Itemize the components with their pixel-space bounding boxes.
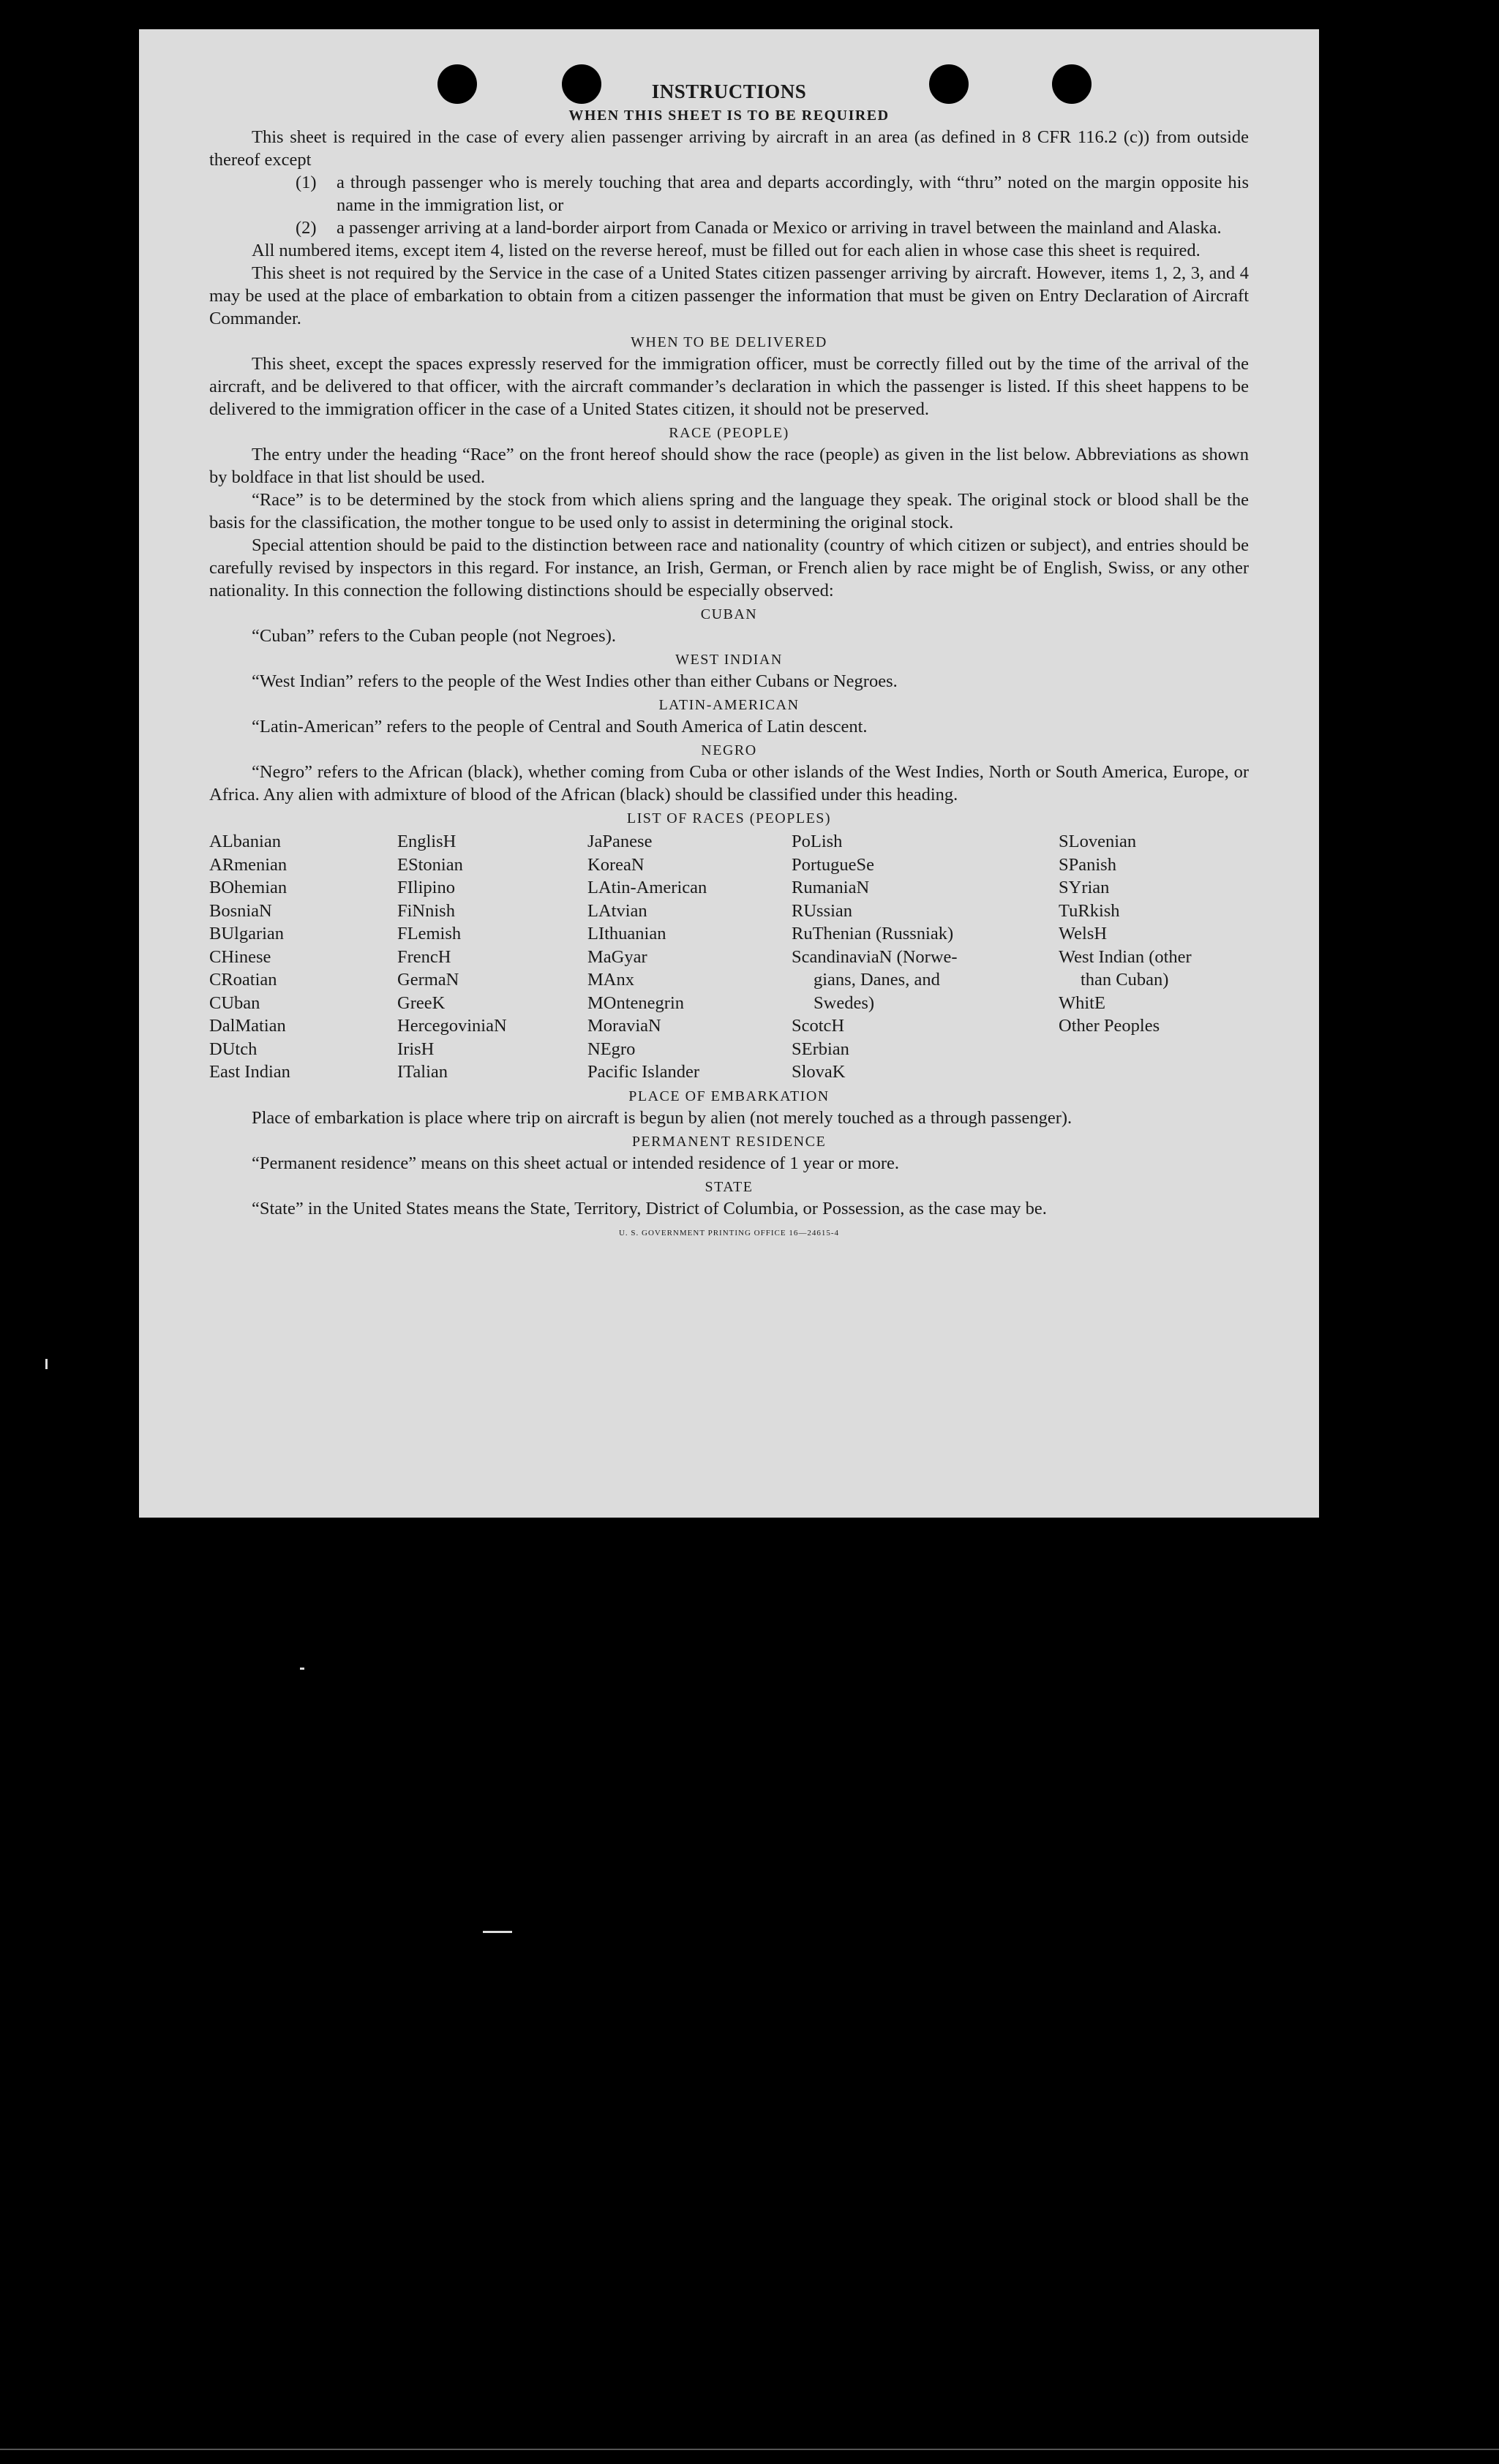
race-entry: WhitE bbox=[1059, 992, 1105, 1013]
race-entry: West Indian (other bbox=[1059, 946, 1192, 967]
race-entry: JaPanese bbox=[587, 832, 653, 851]
race-column bbox=[1059, 830, 1249, 1084]
page-title: INSTRUCTIONS bbox=[651, 80, 807, 102]
race-entry: BUlgarian bbox=[209, 924, 285, 943]
race-entry-continued: Swedes) bbox=[814, 992, 875, 1013]
paragraph-embarkation: Place of embarkation is place where trip on aircraft is begun by alien (not merely touched as a through passenger). bbox=[252, 1107, 1072, 1128]
race-entry: WelsH bbox=[1059, 924, 1108, 943]
paragraph-west-indian: “West Indian” refers to the people of the West Indies other than either Cubans or Negroes. bbox=[252, 671, 898, 691]
item-number: (1) bbox=[296, 173, 317, 192]
race-entry: MOntenegrin bbox=[587, 992, 684, 1013]
race-entry: ARmenian bbox=[209, 854, 288, 875]
section-heading-negro: NEGRO bbox=[701, 742, 757, 758]
section-heading-cuban: CUBAN bbox=[700, 606, 758, 622]
race-entry: EnglisH bbox=[397, 832, 457, 851]
race-entry: Pacific Islander bbox=[587, 1062, 700, 1082]
race-list bbox=[209, 830, 1249, 1084]
paragraph-cuban: “Cuban” refers to the Cuban people (not Negroes). bbox=[252, 626, 616, 646]
race-entry: SlovaK bbox=[792, 1062, 846, 1082]
section-heading-list-of-races: LIST OF RACES (PEOPLES) bbox=[626, 810, 832, 826]
section-heading-race: RACE (PEOPLE) bbox=[669, 425, 789, 441]
race-entry-continued: than Cuban) bbox=[1081, 970, 1169, 990]
scan-speckle bbox=[483, 1931, 512, 1933]
paragraph-residence: “Permanent residence” means on this sheet actual or intended residence of 1 year or more. bbox=[252, 1153, 900, 1173]
scan-edge-line bbox=[0, 2449, 1499, 2450]
race-entry: CHinese bbox=[209, 946, 271, 967]
race-entry: CRoatian bbox=[209, 970, 277, 990]
race-entry: BosniaN bbox=[209, 900, 272, 921]
punch-hole bbox=[562, 64, 601, 104]
paragraph-negro: “Negro” refers to the African (black), whether coming from Cuba or other islands of the West Indies, North or South America, Europe, or Africa. Any alien with admixture of blood of the African (black) should be classified under this heading. bbox=[209, 762, 1249, 805]
race-entry: SYrian bbox=[1059, 878, 1110, 897]
race-entry: FiNnish bbox=[397, 900, 455, 921]
item-text: a passenger arriving at a land-border airport from Canada or Mexico or arriving in travel between the mainland and Alaska. bbox=[337, 218, 1222, 238]
paragraph-numbered-items: All numbered items, except item 4, listed on the reverse hereof, must be filled out for each alien in whose case this sheet is required. bbox=[252, 241, 1201, 260]
race-entry: LIthuanian bbox=[587, 924, 666, 943]
punch-hole bbox=[1052, 64, 1092, 104]
race-entry: ScotcH bbox=[792, 1016, 845, 1036]
race-entry: MaGyar bbox=[587, 946, 647, 967]
race-entry: East Indian bbox=[209, 1062, 290, 1082]
section-heading-when-required: WHEN THIS SHEET IS TO BE REQUIRED bbox=[568, 108, 890, 124]
punch-hole bbox=[929, 64, 969, 104]
section-heading-when-delivered: WHEN TO BE DELIVERED bbox=[631, 334, 827, 350]
document-page bbox=[139, 29, 1319, 1518]
paragraph-race-1: The entry under the heading “Race” on the front hereof should show the race (people) as given in the list below. Abbreviations as shown by boldface in that list should be used. bbox=[209, 445, 1249, 487]
race-entry-continued: gians, Danes, and bbox=[814, 970, 940, 990]
paragraph-state: “State” in the United States means the State, Territory, District of Columbia, or Possession, as the case may be. bbox=[252, 1198, 1047, 1218]
list-item bbox=[209, 216, 1249, 239]
paragraph-race-3: Special attention should be paid to the distinction between race and nationality (country of which citizen or subject), and entries should be carefully revised by inspectors in this regard. For instance, an Irish, German, or French alien by race might be of English, Swiss, or any other nationality. In this connection the following distinctions should be especially observed: bbox=[209, 535, 1249, 600]
race-entry: EStonian bbox=[397, 854, 463, 875]
printer-imprint: U. S. GOVERNMENT PRINTING OFFICE 16—24615-4 bbox=[618, 1228, 839, 1237]
race-entry: TuRkish bbox=[1059, 900, 1120, 921]
race-entry: DUtch bbox=[209, 1039, 258, 1059]
race-entry: CUban bbox=[209, 992, 260, 1013]
paragraph-delivered: This sheet, except the spaces expressly reserved for the immigration officer, must be correctly filled out by the time of the arrival of the aircraft, and be delivered to that officer, with the aircraft commander’s declaration in which the passenger is listed. If this sheet happens to be delivered to the immigration officer in the case of a United States citizen, it should not be preserved. bbox=[209, 354, 1249, 419]
section-heading-embarkation: PLACE OF EMBARKATION bbox=[628, 1088, 830, 1104]
race-entry: ALbanian bbox=[209, 832, 281, 851]
race-entry: MoraviaN bbox=[587, 1016, 661, 1036]
scan-speckle bbox=[45, 1359, 48, 1369]
punch-hole bbox=[437, 64, 477, 104]
race-entry: Other Peoples bbox=[1059, 1016, 1160, 1036]
race-entry: BOhemian bbox=[209, 878, 288, 897]
race-column bbox=[587, 830, 792, 1084]
section-heading-state: STATE bbox=[705, 1178, 754, 1195]
race-entry: GermaN bbox=[397, 970, 459, 990]
section-heading-latin-american: LATIN-AMERICAN bbox=[658, 697, 800, 713]
race-entry: MAnx bbox=[587, 970, 634, 990]
race-entry: KoreaN bbox=[587, 854, 645, 875]
race-entry: GreeK bbox=[397, 992, 446, 1013]
paragraph-race-2: “Race” is to be determined by the stock from which aliens spring and the language they speak. The original stock or blood shall be the basis for the classification, the mother tongue to be used only to assist in determining the original stock. bbox=[209, 490, 1249, 532]
scan-speckle bbox=[300, 1668, 304, 1670]
race-entry: FIlipino bbox=[397, 878, 455, 897]
race-column bbox=[209, 830, 397, 1084]
race-entry: FLemish bbox=[397, 924, 462, 943]
race-entry: PortugueSe bbox=[792, 854, 874, 875]
race-entry: SErbian bbox=[792, 1039, 849, 1059]
race-entry: ScandinaviaN (Norwe- bbox=[792, 946, 958, 967]
item-text: a through passenger who is merely touching that area and departs accordingly, with “thru” noted on the margin opposite his name in the immigration list, or bbox=[337, 173, 1249, 215]
race-entry: SPanish bbox=[1059, 854, 1116, 875]
item-number: (2) bbox=[296, 218, 317, 238]
race-entry: PoLish bbox=[792, 832, 843, 851]
race-entry: SLovenian bbox=[1059, 832, 1137, 851]
race-entry: RuThenian (Russniak) bbox=[792, 924, 954, 943]
paragraph-citizen: This sheet is not required by the Service in the case of a United States citizen passenger arriving by aircraft. However, items 1, 2, 3, and 4 may be used at the place of embarkation to obtain from a citizen passenger the information that must be given on Entry Declaration of Aircraft Commander. bbox=[209, 263, 1249, 328]
race-column bbox=[792, 830, 1059, 1084]
race-entry: DalMatian bbox=[209, 1016, 286, 1036]
race-entry: RumaniaN bbox=[792, 878, 870, 897]
race-entry: RUssian bbox=[792, 900, 853, 921]
section-heading-residence: PERMANENT RESIDENCE bbox=[631, 1133, 827, 1150]
race-entry: NEgro bbox=[587, 1039, 636, 1059]
race-column bbox=[397, 830, 587, 1084]
paragraph-latin-american: “Latin-American” refers to the people of Central and South America of Latin descent. bbox=[252, 717, 868, 736]
race-entry: FrencH bbox=[397, 946, 451, 967]
race-entry: LAtin-American bbox=[587, 878, 707, 897]
race-entry: ITalian bbox=[397, 1062, 448, 1082]
section-heading-west-indian: WEST INDIAN bbox=[675, 652, 783, 668]
paragraph-intro: This sheet is required in the case of every alien passenger arriving by aircraft in an area (as defined in 8 CFR 116.2 (c)) from outside thereof except bbox=[209, 127, 1249, 170]
race-entry: IrisH bbox=[397, 1039, 435, 1059]
list-item bbox=[209, 171, 1249, 216]
race-entry: LAtvian bbox=[587, 900, 647, 921]
race-entry: HercegoviniaN bbox=[397, 1016, 507, 1036]
